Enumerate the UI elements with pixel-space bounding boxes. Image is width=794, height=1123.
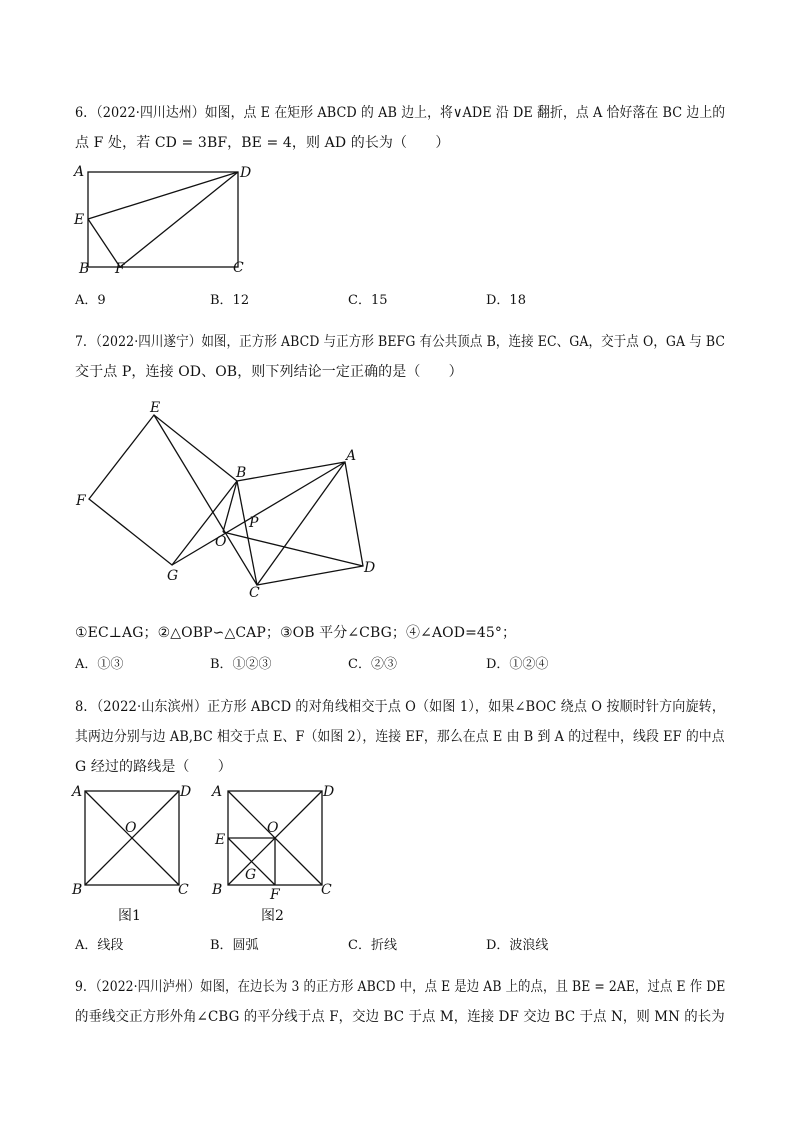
q8-fig2-label-c: C — [321, 882, 332, 898]
q8-option-c[interactable]: C．折线 — [348, 938, 397, 953]
q7-label-p: P — [249, 515, 259, 531]
q6-option-d[interactable]: D．18 — [486, 293, 526, 308]
q8-fig2-label-d: D — [323, 784, 335, 800]
q8-fig1-caption: 图1 — [118, 908, 141, 924]
q6-option-c[interactable]: C．15 — [348, 293, 388, 308]
q7-label-o: O — [215, 534, 227, 550]
q8-fig1-label-d: D — [180, 784, 192, 800]
q7-label-f: F — [76, 493, 86, 509]
q8-fig2-label-a: A — [212, 784, 223, 800]
q8-option-b[interactable]: B．圆弧 — [210, 938, 259, 953]
q8-fig2-label-o: O — [267, 820, 279, 836]
q8-figure-1 — [70, 780, 200, 930]
q8-options — [75, 934, 735, 952]
q8-fig2-caption: 图2 — [261, 908, 284, 924]
q6-option-b[interactable]: B．12 — [210, 293, 250, 308]
q8-fig2-label-g: G — [245, 867, 257, 883]
q6-label-d: D — [240, 165, 252, 181]
q7-option-d[interactable]: D．①②④ — [486, 657, 549, 672]
q7-segment-ca — [257, 462, 345, 585]
q9-stem-line-2: 的垂线交正方形外角∠CBG 的平分线于点 F，交边 BC 于点 M，连接 DF 交边 BC 于点 N，则 MN 的长为 — [75, 1009, 725, 1025]
q8-fig1-label-a: A — [72, 784, 83, 800]
q6-label-b: B — [79, 261, 90, 277]
q7-option-c[interactable]: C．②③ — [348, 657, 397, 672]
q6-label-a: A — [74, 164, 85, 180]
q7-label-d: D — [364, 560, 376, 576]
q6-option-a[interactable]: A．9 — [75, 293, 106, 308]
q9-stem-line-1: 9．（2022·四川泸州）如图，在边长为 3 的正方形 ABCD 中，点 E 是边 AB 上的点，且 BE = 2AE，过点 E 作 DE — [75, 979, 726, 995]
q6-stem-line-1: 6．（2022·四川达州）如图，点 E 在矩形 ABCD 的 AB 边上，将∨ADE 沿 DE 翻折，点 A 恰好落在 BC 边上的 — [75, 105, 726, 121]
q7-option-a[interactable]: A．①③ — [75, 657, 124, 672]
q8-fig2-label-f: F — [270, 887, 280, 903]
q7-label-e: E — [150, 400, 161, 416]
q8-stem-line-3: G 经过的路线是（ ） — [75, 759, 232, 775]
q6-label-e: E — [74, 212, 85, 228]
q8-fig1-label-c: C — [178, 882, 189, 898]
q7-segment-ec — [154, 415, 257, 585]
q8-stem-line-1: 8．（2022·山东滨州）正方形 ABCD 的对角线相交于点 O（如图 1），如果∠BOC 绕点 O 按顺时针方向旋转， — [75, 699, 726, 715]
q7-label-a: A — [346, 448, 357, 464]
q7-segment-od — [223, 532, 363, 566]
q8-fig1-label-o: O — [125, 820, 137, 836]
q7-label-g: G — [167, 568, 179, 584]
q8-fig2-label-b: B — [212, 882, 223, 898]
q8-fig1-label-b: B — [72, 882, 83, 898]
q8-option-d[interactable]: D．波浪线 — [486, 938, 549, 953]
q6-label-c: C — [233, 260, 244, 276]
q7-stem-line-2: 交于点 P，连接 OD、OB，则下列结论一定正确的是（ ） — [75, 364, 463, 380]
q8-stem-line-2: 其两边分别与边 AB,BC 相交于点 E、F（如图 2），连接 EF，那么在点 E 由 B 到 A 的过程中，线段 EF 的中点 — [75, 729, 725, 745]
q8-figure-2 — [210, 780, 340, 930]
q6-label-f: F — [115, 261, 125, 277]
q6-stem-line-2: 点 F 处，若 CD = 3BF，BE = 4，则 AD 的长为（ ） — [75, 135, 450, 151]
q8-fig2-label-e: E — [215, 832, 226, 848]
q8-option-a[interactable]: A．线段 — [75, 938, 124, 953]
q7-segment-ob — [223, 481, 237, 532]
q7-label-b: B — [236, 465, 247, 481]
q7-options — [75, 653, 735, 671]
q7-option-b[interactable]: B．①②③ — [210, 657, 272, 672]
q7-statements: ①EC⊥AG；②△OBP∽△CAP；③OB 平分∠CBG；④∠AOD=45°； — [75, 625, 517, 641]
q7-stem-line-1: 7．（2022·四川遂宁）如图，正方形 ABCD 与正方形 BEFG 有公共顶点 B，连接 EC、GA，交于点 O，GA 与 BC — [75, 334, 726, 350]
q7-label-c: C — [249, 585, 260, 601]
